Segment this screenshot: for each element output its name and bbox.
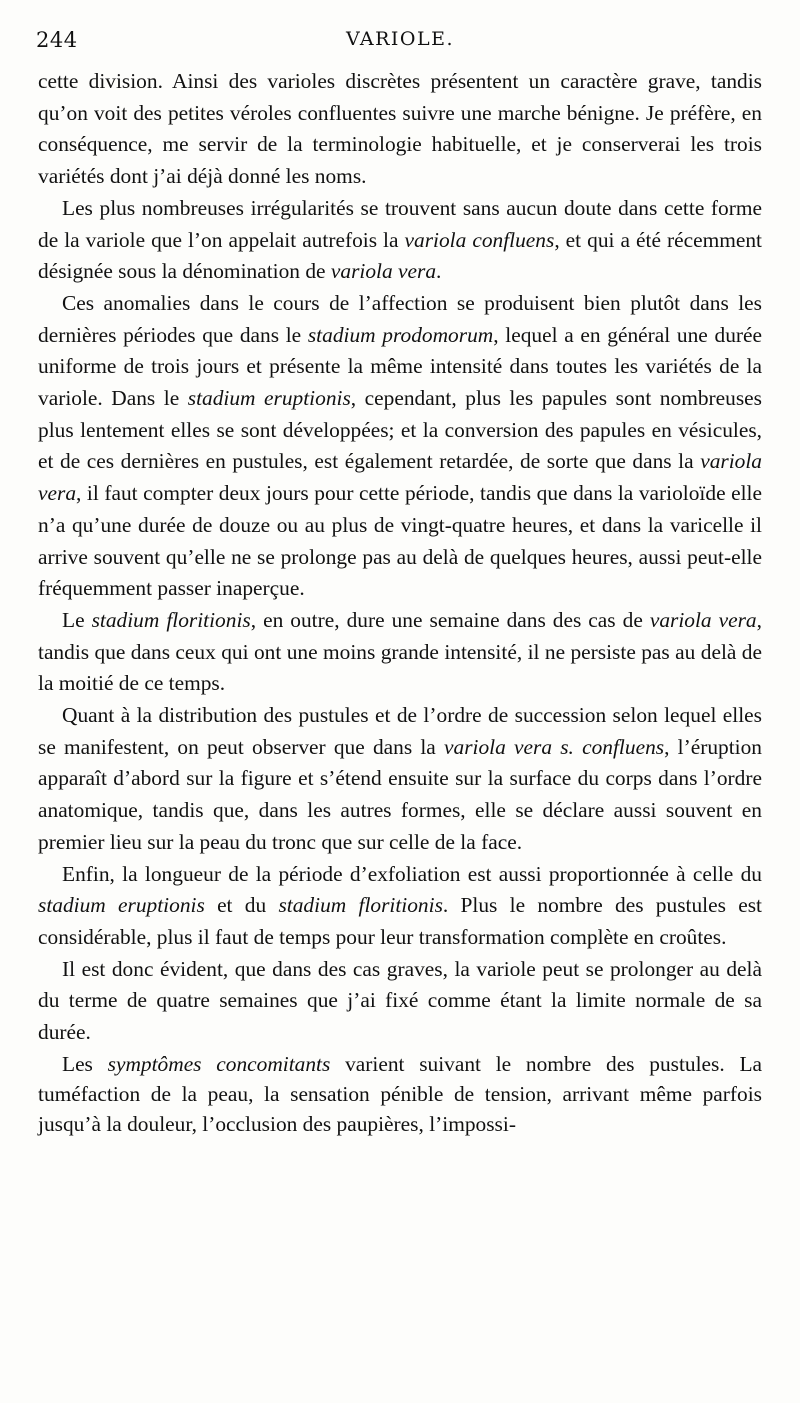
- page-number: 244: [36, 28, 78, 52]
- paragraph: [38, 66, 762, 193]
- paragraph: [38, 1049, 762, 1140]
- text-run: Enfin, la longueur de la période d’exfoliation est aussi proportionnée à celle du: [62, 861, 762, 886]
- italic-term: stadium eruptionis: [38, 893, 205, 918]
- text-run: , lequel a en général une durée uniforme de trois jours et présente la même intensité dans toutes les variétés de la variole. Dans le: [38, 322, 762, 411]
- text-run: Ces anomalies dans le cours de l’affection se produisent bien plutôt dans les dernières périodes que dans le: [38, 290, 762, 347]
- paragraph: [38, 700, 762, 859]
- text-run: , en outre, dure une semaine dans des cas de: [250, 607, 650, 632]
- italic-term: variola vera: [649, 607, 757, 632]
- text-run: Il est donc évident, que dans des cas graves, la variole peut se prolonger au delà du terme de quatre semaines que j’ai fixé comme étant la limite normale de sa durée.: [38, 956, 762, 1045]
- italic-term: stadium floritionis: [91, 607, 251, 632]
- paragraph: [38, 288, 762, 605]
- text-run: cette division. Ainsi des varioles discrètes présentent un caractère grave, tandis qu’on voit des petites véroles confluentes suivre une marche bénigne. Je préfère, en conséquence, me servir de la terminologie habituelle, et je conserverai les trois variétés dont j’ai déjà donné les noms.: [38, 69, 762, 189]
- text-run: , tandis que dans ceux qui ont une moins grande intensité, il ne persiste pas au delà de la moitié de ce temps.: [38, 607, 762, 696]
- italic-term: symptômes concomitants: [107, 1051, 331, 1076]
- italic-term: variola vera: [330, 259, 437, 284]
- text-run: . Plus le nombre des pustules est considérable, plus il faut de temps pour leur transformation complète en croûtes.: [38, 893, 762, 949]
- paragraph: [38, 605, 762, 700]
- text-run: Les plus nombreuses irrégularités se trouvent sans aucun doute dans cette forme de la variole que l’on appelait autrefois la: [38, 195, 762, 252]
- body-text: [38, 66, 762, 1139]
- text-run: , et qui a été récemment désignée sous la dénomination de: [38, 227, 762, 284]
- italic-term: variola confluens: [404, 227, 555, 252]
- text-run: .: [436, 259, 442, 284]
- italic-term: variola vera s. confluens: [444, 734, 665, 759]
- paragraph: [38, 954, 762, 1049]
- page-header: [36, 28, 764, 54]
- italic-term: stadium eruptionis: [187, 386, 351, 411]
- text-run: Quant à la distribution des pustules et de l’ordre de succession selon lequel elles se manifestent, on peut observer que dans la: [38, 703, 762, 759]
- text-run: , cependant, plus les papules sont nombreuses plus lentement elles se sont développées; et la conversion des papules en vésicules, et de ces dernières en pustules, est également retardée, de sorte que dans la: [38, 386, 762, 474]
- text-run: Les: [62, 1051, 108, 1076]
- italic-term: variola vera: [38, 449, 762, 506]
- text-run: , l’éruption apparaît d’abord sur la figure et s’étend ensuite sur la surface du corps dans l’ordre anatomique, tandis que, dans les autres formes, elle se déclare aussi souvent en premier lieu sur la peau du tronc que sur celle de la face.: [38, 734, 762, 854]
- italic-term: stadium prodomorum: [307, 322, 494, 347]
- text-run: et du: [204, 893, 279, 918]
- paragraph: [38, 859, 762, 954]
- text-run: , il faut compter deux jours pour cette période, tandis que dans la varioloïde elle n’a qu’une durée de douze ou au plus de vingt-quatre heures, et dans la varicelle il arrive souvent qu’elle ne se prolonge pas au delà de quelques heures, aussi peut-elle fréquemment passer inaperçue.: [38, 481, 762, 601]
- italic-term: stadium floritionis: [278, 893, 443, 918]
- running-head: VARIOLE.: [345, 28, 455, 50]
- text-run: Le: [62, 607, 92, 632]
- text-run: varient suivant le nombre des pustules. La tuméfaction de la peau, la sensation pénible de tension, arrivant même parfois jusqu’à la douleur, l’occlusion des paupières, l’impossi-: [38, 1051, 763, 1137]
- paragraph: [38, 193, 762, 288]
